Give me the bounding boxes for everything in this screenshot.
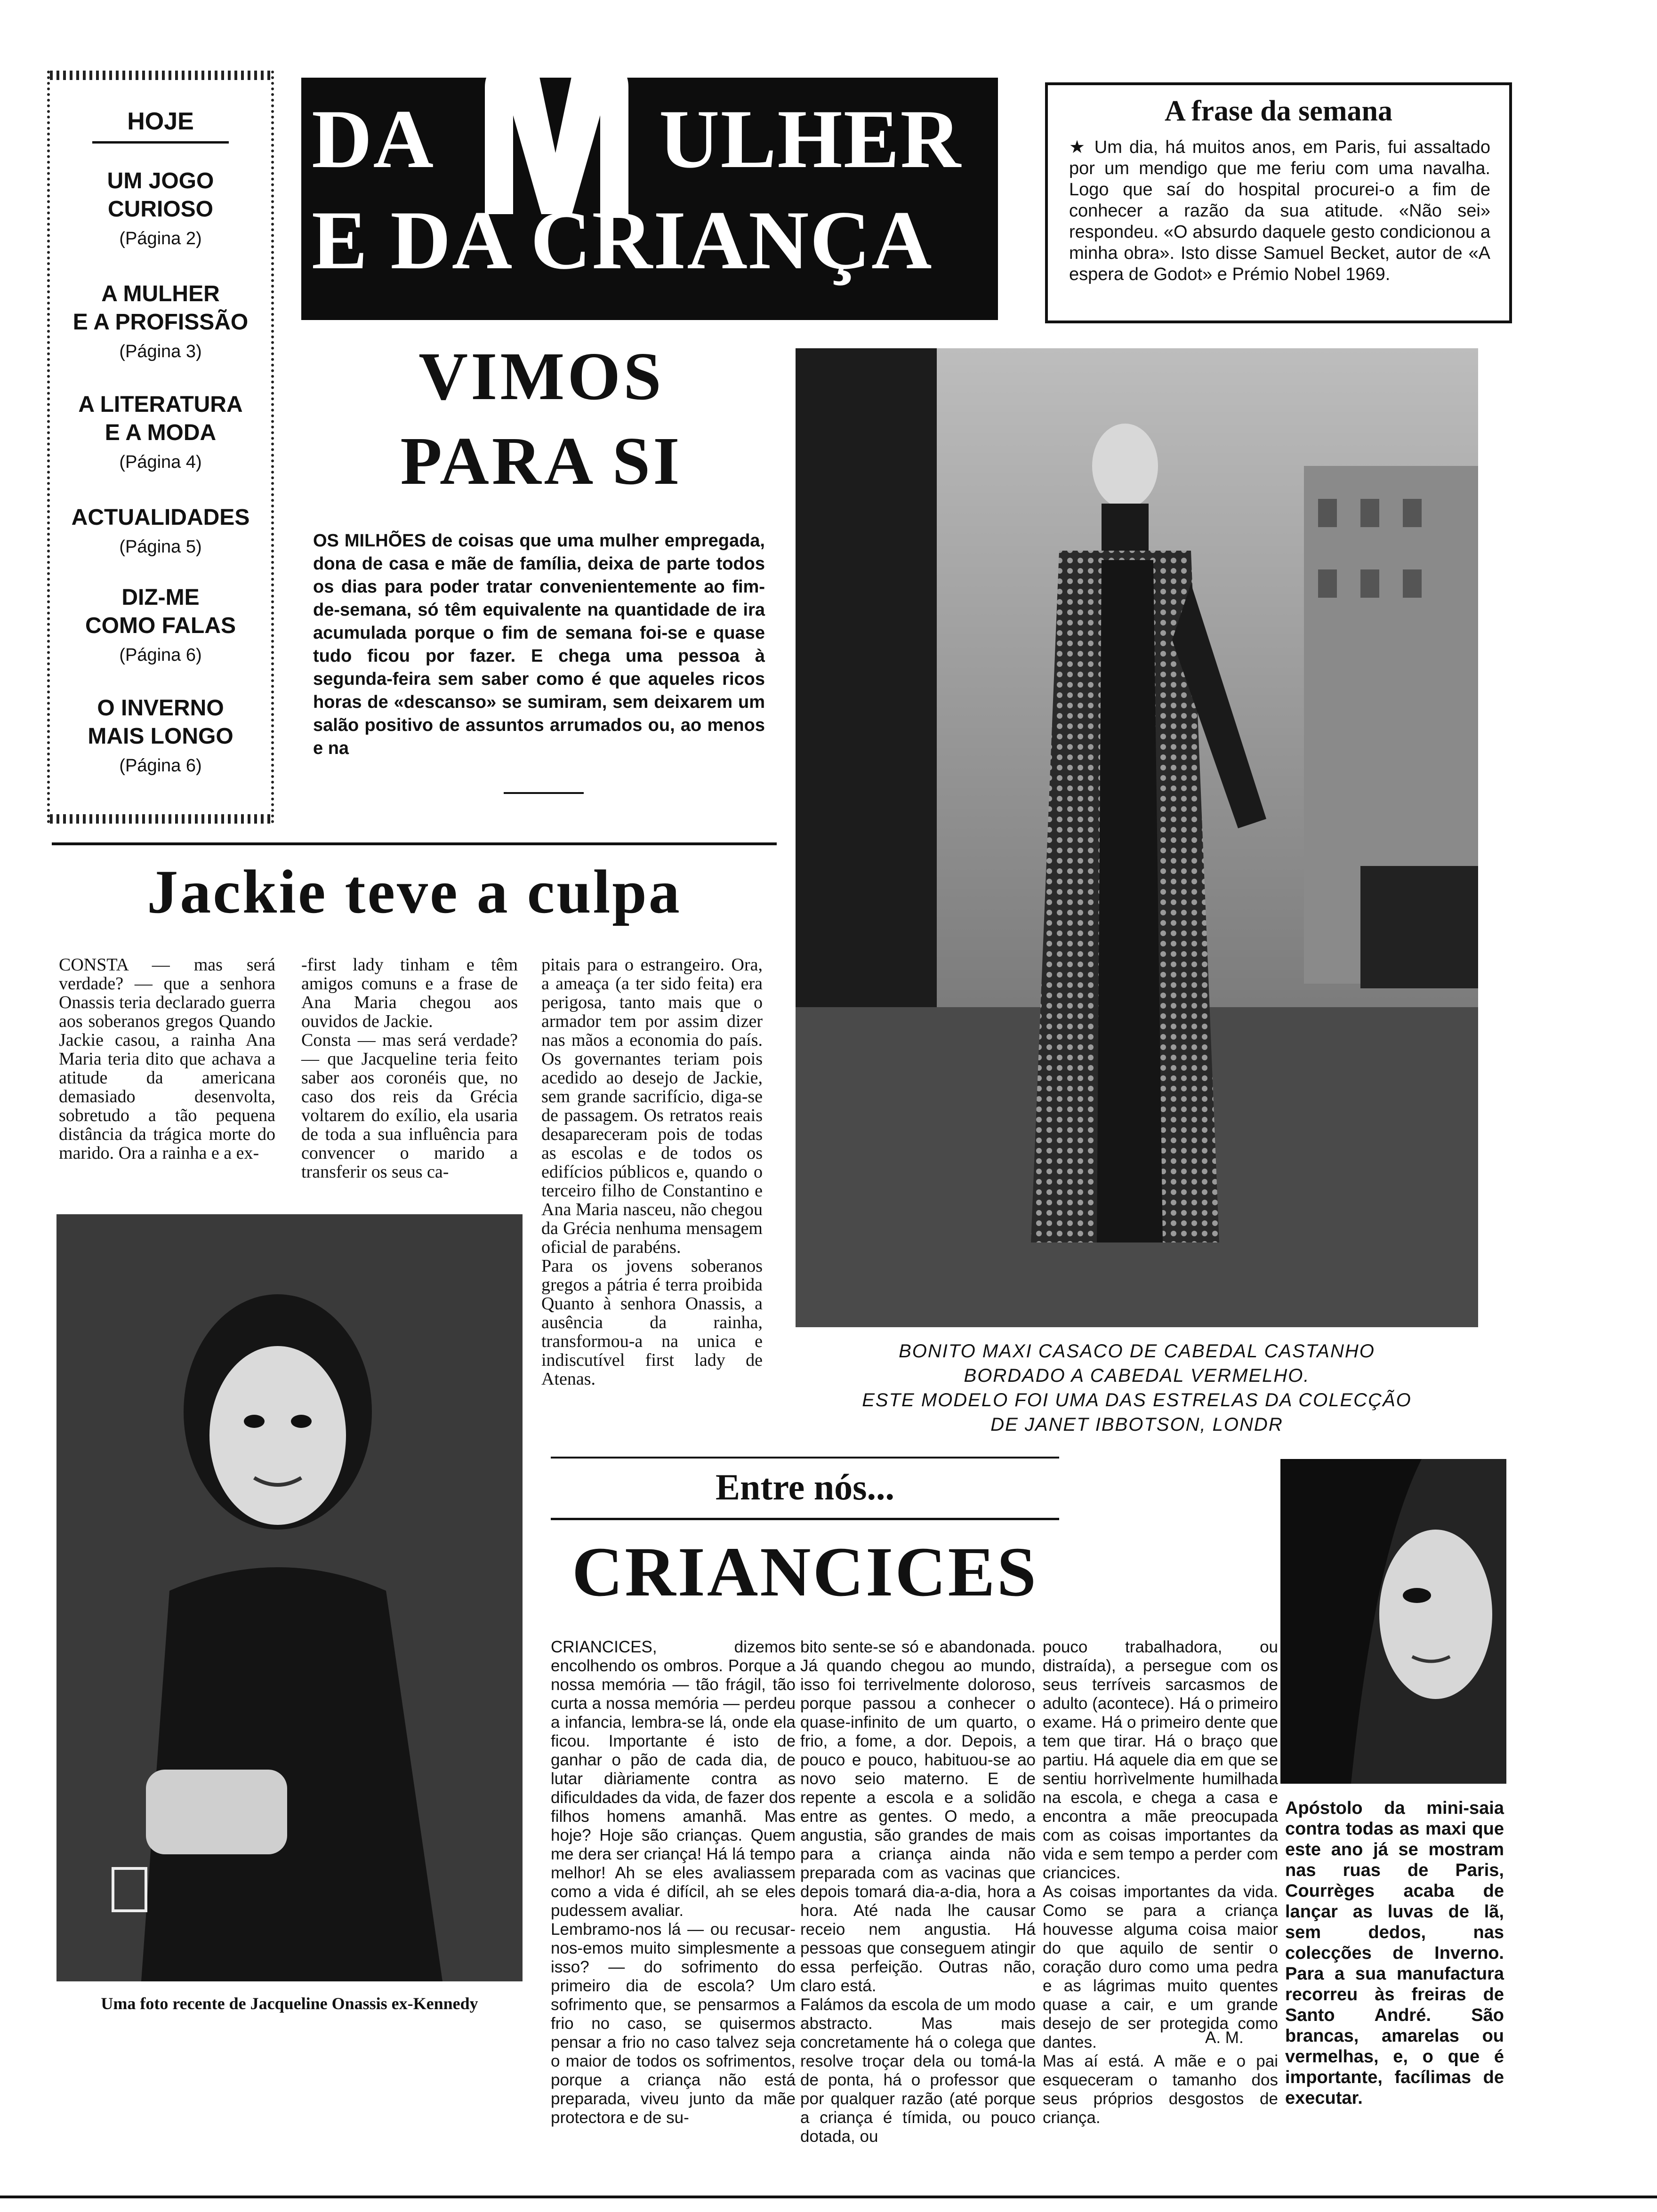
- masthead: [301, 78, 998, 320]
- criancices-headline: CRIANCICES: [571, 1533, 1038, 1611]
- mini-caption: Apóstolo da mini-saia contra todas as maxi que este ano já se mostram nas ruas de Paris, Courrèges acaba de lançar as luvas de lã, sem dedos, nas colecções de Inverno. Para a sua manufactura recorreu às freiras de Santo André. São brancas, amarelas ou vermelhas, e, o que é importante, facílimas de executar.: [1285, 1798, 1504, 2108]
- index-title-rule: [92, 141, 229, 144]
- quote-title: A frase da semana: [1165, 95, 1392, 127]
- index-item-page: (Página 4): [119, 452, 202, 472]
- index-item-page: (Página 3): [119, 342, 202, 361]
- fashion-photo: [796, 348, 1478, 1327]
- index-box: [47, 71, 274, 824]
- jackie-col1: CONSTA — mas será verdade? — que a senhora Onassis teria declarado guerra aos soberanos gregos Quando Jackie casou, a rainha Ana Maria teria dito que achava a atitude da americana demasiado desenvolta, sobretudo a tão pequena distância da trágica morte do marido. Ora a rainha e a ex-: [59, 955, 275, 1163]
- quote-body: ★ Um dia, há muitos anos, em Paris, fui assaltado por um mendigo que me feriu com uma navalha. Logo que saí do hospital procurei-o a fim de conhecer a razão da sua atitude. «Não sei» respondeu. «O absurdo daquele gesto condicionou a minha obra». Isto disse Samuel Becket, autor de «A espera de Godot» e Prémio Nobel 1969.: [1069, 137, 1490, 284]
- jackie-col3: pitais para o estrangeiro. Ora, a ameaça (a ter sido feita) era perigosa, tanto mais que o armador tem por assim dizer nas mãos a economia do país. Os governantes teriam pois acedido ao desejo de Jackie, sem grande sacrifício, diga-se de passagem. Os retratos reais desapareceram pois de todas as escolas e de todos os edifícios públicos e, quando o terceiro filho de Constantino e Ana Maria nasceu, não chegou da Grécia nenhuma mensagem oficial de parabéns. Para os jovens soberanos gregos a pátria é terra proibida Quanto à senhora Onassis, a ausência da rainha, transformou-a na unica e indiscutível first lady de Atenas.: [541, 955, 763, 1389]
- index-item-title: A MULHER E A PROFISSÃO: [72, 281, 249, 335]
- criancices-col3: pouco trabalhadora, ou distraída), a persegue com os seus terríveis sarcasmos de adulto (acontece). Há o primeiro exame. Há o primeiro dente que tem que tirar. Há o braço que partiu. Há aquele dia em que se sentiu horrìvelmente humilhada na escola, e chega a casa e encontra a mãe preocupada com as coisas importantes da vida e sem tempo a perder com criancices. As coisas importantes da vida. Como se para a criança houvesse alguma coisa maior do que aquilo de sentir o coração duro como uma pedra e as lágrimas muito quentes quase a cair, e um grande desejo de ser protegida como dantes. Mas aí está. A mãe e o pai esqueceram o tamanho dos seus próprios desgostos de criança.: [1043, 1638, 1278, 2127]
- masthead-da: DA: [312, 92, 435, 185]
- index-item[interactable]: [50, 391, 271, 477]
- index-item-page: (Página 5): [119, 537, 202, 557]
- jackie-col2: -first lady tinham e têm amigos comuns e a frase de Ana Maria chegou aos ouvidos de Jackie. Consta — mas será verdade? — que Jacqueline teria feito saber aos coronéis que, no caso dos reis da Grécia voltarem do exílio, ela usaria de toda a sua influência para convencer o marido a transferir os seus ca-: [301, 955, 518, 1182]
- index-item-title: UM JOGO CURIOSO: [107, 168, 214, 222]
- index-item[interactable]: [50, 694, 271, 781]
- index-item[interactable]: [50, 504, 271, 562]
- jackie-photo: [56, 1214, 523, 1981]
- index-item[interactable]: [50, 167, 271, 254]
- masthead-e-da-crianca: E DA CRIANÇA: [312, 193, 933, 287]
- fashion-caption-line4: DE JANET IBBOTSON, LONDR: [990, 1414, 1283, 1435]
- criancices-col1: CRIANCICES, dizemos encolhendo os ombros. Porque a nossa memória — tão frágil, tão curta a nossa memória — perdeu a infancia, lembra-se lá, onde ela ficou. Importante é isto de ganhar o pão de cada dia, de lutar diàriamente contra as dificuldades da vida, de fazer dos filhos homens amanhã. Mas hoje? Hoje são crianças. Quem me dera ser criança! Há lá tempo melhor! Ah se eles avaliassem como a vida é difícil, ah se eles pudessem avaliar. Lembramo-nos lá — ou recusar-nos-emos muito simplesmente a isso? — do sofrimento do primeiro dia de escola? Um sofrimento que, se pensarmos a frio no caso, se quisermos pensar a frio no caso talvez seja o maior de todos os sofrimentos, porque a criança não está preparada, viveu junto da mãe protectora e de su-: [551, 1638, 796, 2127]
- index-item-title: A LITERATURA E A MODA: [78, 392, 243, 445]
- vimos-title-line2: PARA SI: [400, 424, 683, 499]
- masthead-ulher: ULHER: [659, 92, 962, 185]
- fashion-caption-line2: BORDADO A CABEDAL VERMELHO.: [964, 1365, 1310, 1386]
- criancices-mid-rule: [551, 1518, 1059, 1520]
- vimos-body: OS MILHÕES de coisas que uma mulher empregada, dona de casa e mãe de família, deixa de parte todos os dias para poder tratar convenientemente ao fim-de-semana, só têm equivalente na quantidade de ira acumulada porque o fim de semana foi-se e quase tudo ficou por fazer. E chega uma pessoa à segunda-feira sem saber como é que aqueles ricos horas de «descanso» se sumiram, sem deixarem um salão positivo de assuntos arrumados ou, ao menos e na: [313, 531, 765, 758]
- fashion-caption-line1: BONITO MAXI CASACO DE CABEDAL CASTANHO: [899, 1341, 1375, 1362]
- criancices-col2: bito sente-se só e abandonada. Já quando chegou ao mundo, isso foi terrivelmente doloroso, porque passou a conhecer o quase-infinito de um quarto, o frio, a fome, a dor. Depois, a pouco e pouco, habituou-se ao novo seio materno. E de repente a escola e a solidão entre as gentes. O medo, a angustia, são grandes de mais para a criança ainda não preparada com as vacinas que depois tomará dia-a-dia, hora a hora. Até nada lhe causar receio nem angustia. Há pessoas que conseguem atingir essa perfeição. Outras não, claro está. Falámos da escola de um modo abstracto. Mas mais concretamente há o colega que resolve troçar dela ou tomá-la de ponta, há o professor que por qualquer razão (até porque a criança é tímida, ou pouco dotada, ou: [800, 1638, 1036, 2146]
- index-item-title: ACTUALIDADES: [71, 505, 250, 530]
- index-bottom-edge: [50, 814, 271, 824]
- criancices-kicker: Entre nós...: [716, 1467, 894, 1507]
- mini-photo-illustration: [1280, 1459, 1506, 1784]
- fashion-photo-illustration: [796, 348, 1478, 1327]
- vimos-end-rule: [504, 792, 584, 794]
- vimos-title-line1: VIMOS: [418, 339, 664, 414]
- index-item-title: O INVERNO MAIS LONGO: [88, 696, 233, 749]
- criancices-signature: A. M.: [1205, 2028, 1244, 2047]
- index-item[interactable]: [50, 280, 271, 367]
- jackie-photo-caption: Uma foto recente de Jacqueline Onassis ex-Kennedy: [101, 1994, 478, 2013]
- jackie-photo-illustration: [56, 1214, 523, 1981]
- index-top-edge: [50, 71, 271, 80]
- index-item-page: (Página 6): [119, 756, 202, 776]
- mini-photo: [1280, 1459, 1506, 1784]
- index-item-title: DIZ-ME COMO FALAS: [85, 585, 236, 638]
- section-rule: [52, 842, 777, 845]
- index-item[interactable]: [50, 584, 271, 670]
- jackie-headline: Jackie teve a culpa: [147, 857, 682, 926]
- fashion-caption-line3: ESTE MODELO FOI UMA DAS ESTRELAS DA COLECÇÃO: [862, 1390, 1412, 1411]
- index-item-page: (Página 6): [119, 645, 202, 665]
- index-title: HOJE: [127, 108, 194, 135]
- criancices-top-rule: [551, 1457, 1059, 1459]
- quote-box: [1045, 82, 1512, 323]
- page-bottom-rule: [0, 2196, 1657, 2198]
- index-item-page: (Página 2): [119, 229, 202, 248]
